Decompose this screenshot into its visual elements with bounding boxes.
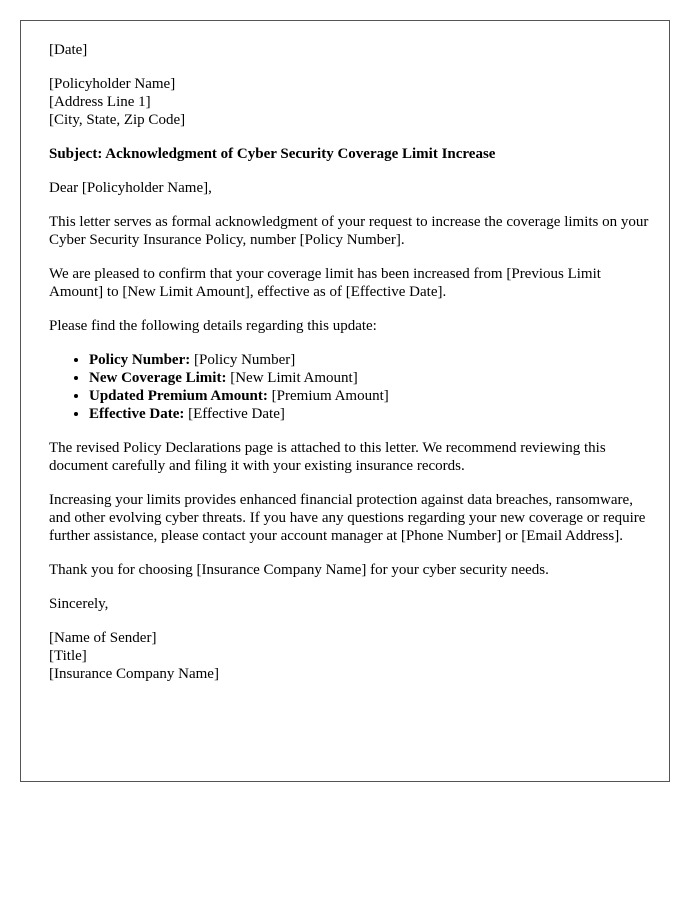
details-item-effective-date	[89, 405, 649, 423]
details-value: [New Limit Amount]	[226, 370, 358, 386]
details-list	[49, 351, 649, 423]
details-value: [Policy Number]	[190, 352, 296, 368]
recipient-name: [Policyholder Name]	[49, 76, 176, 92]
letter-document	[20, 20, 670, 782]
signature-title: [Title]	[49, 648, 87, 664]
letter-subject: Subject: Acknowledgment of Cyber Security Coverage Limit Increase	[49, 146, 496, 162]
closing: Sincerely,	[49, 596, 109, 612]
recipient-block	[49, 75, 649, 129]
details-intro: Please find the following details regarding this update:	[49, 318, 377, 334]
signature-company: [Insurance Company Name]	[49, 666, 219, 682]
details-value: [Effective Date]	[184, 406, 285, 422]
details-item-new-coverage-limit	[89, 369, 649, 387]
recipient-address-line-1: [Address Line 1]	[49, 94, 151, 110]
body-paragraph-3: The revised Policy Declarations page is attached to this letter. We recommend reviewing this document carefully and filing it with your existing insurance records.	[49, 440, 606, 474]
details-label: Effective Date:	[89, 406, 185, 422]
details-label: Policy Number:	[89, 352, 191, 368]
details-item-policy-number	[89, 351, 649, 369]
details-label: New Coverage Limit:	[89, 370, 227, 386]
details-label: Updated Premium Amount:	[89, 388, 268, 404]
body-paragraph-1: This letter serves as formal acknowledgment of your request to increase the coverage limits on your Cyber Security Insurance Policy, number [Policy Number].	[49, 214, 649, 248]
signature-block	[49, 629, 649, 683]
letter-date: [Date]	[49, 42, 88, 58]
body-paragraph-5: Thank you for choosing [Insurance Company Name] for your cyber security needs.	[49, 562, 549, 578]
details-value: [Premium Amount]	[267, 388, 389, 404]
salutation: Dear [Policyholder Name],	[49, 180, 212, 196]
signature-name: [Name of Sender]	[49, 630, 157, 646]
body-paragraph-4: Increasing your limits provides enhanced financial protection against data breaches, ransomware, and other evolving cyber threats. If you have any questions regarding your new coverage or require further assistance, please contact your account manager at [Phone Number] or [Email Address].	[49, 492, 646, 544]
details-item-updated-premium	[89, 387, 649, 405]
recipient-city-state-zip: [City, State, Zip Code]	[49, 112, 186, 128]
body-paragraph-2: We are pleased to confirm that your coverage limit has been increased from [Previous Limit Amount] to [New Limit Amount], effective as of [Effective Date].	[49, 266, 601, 300]
